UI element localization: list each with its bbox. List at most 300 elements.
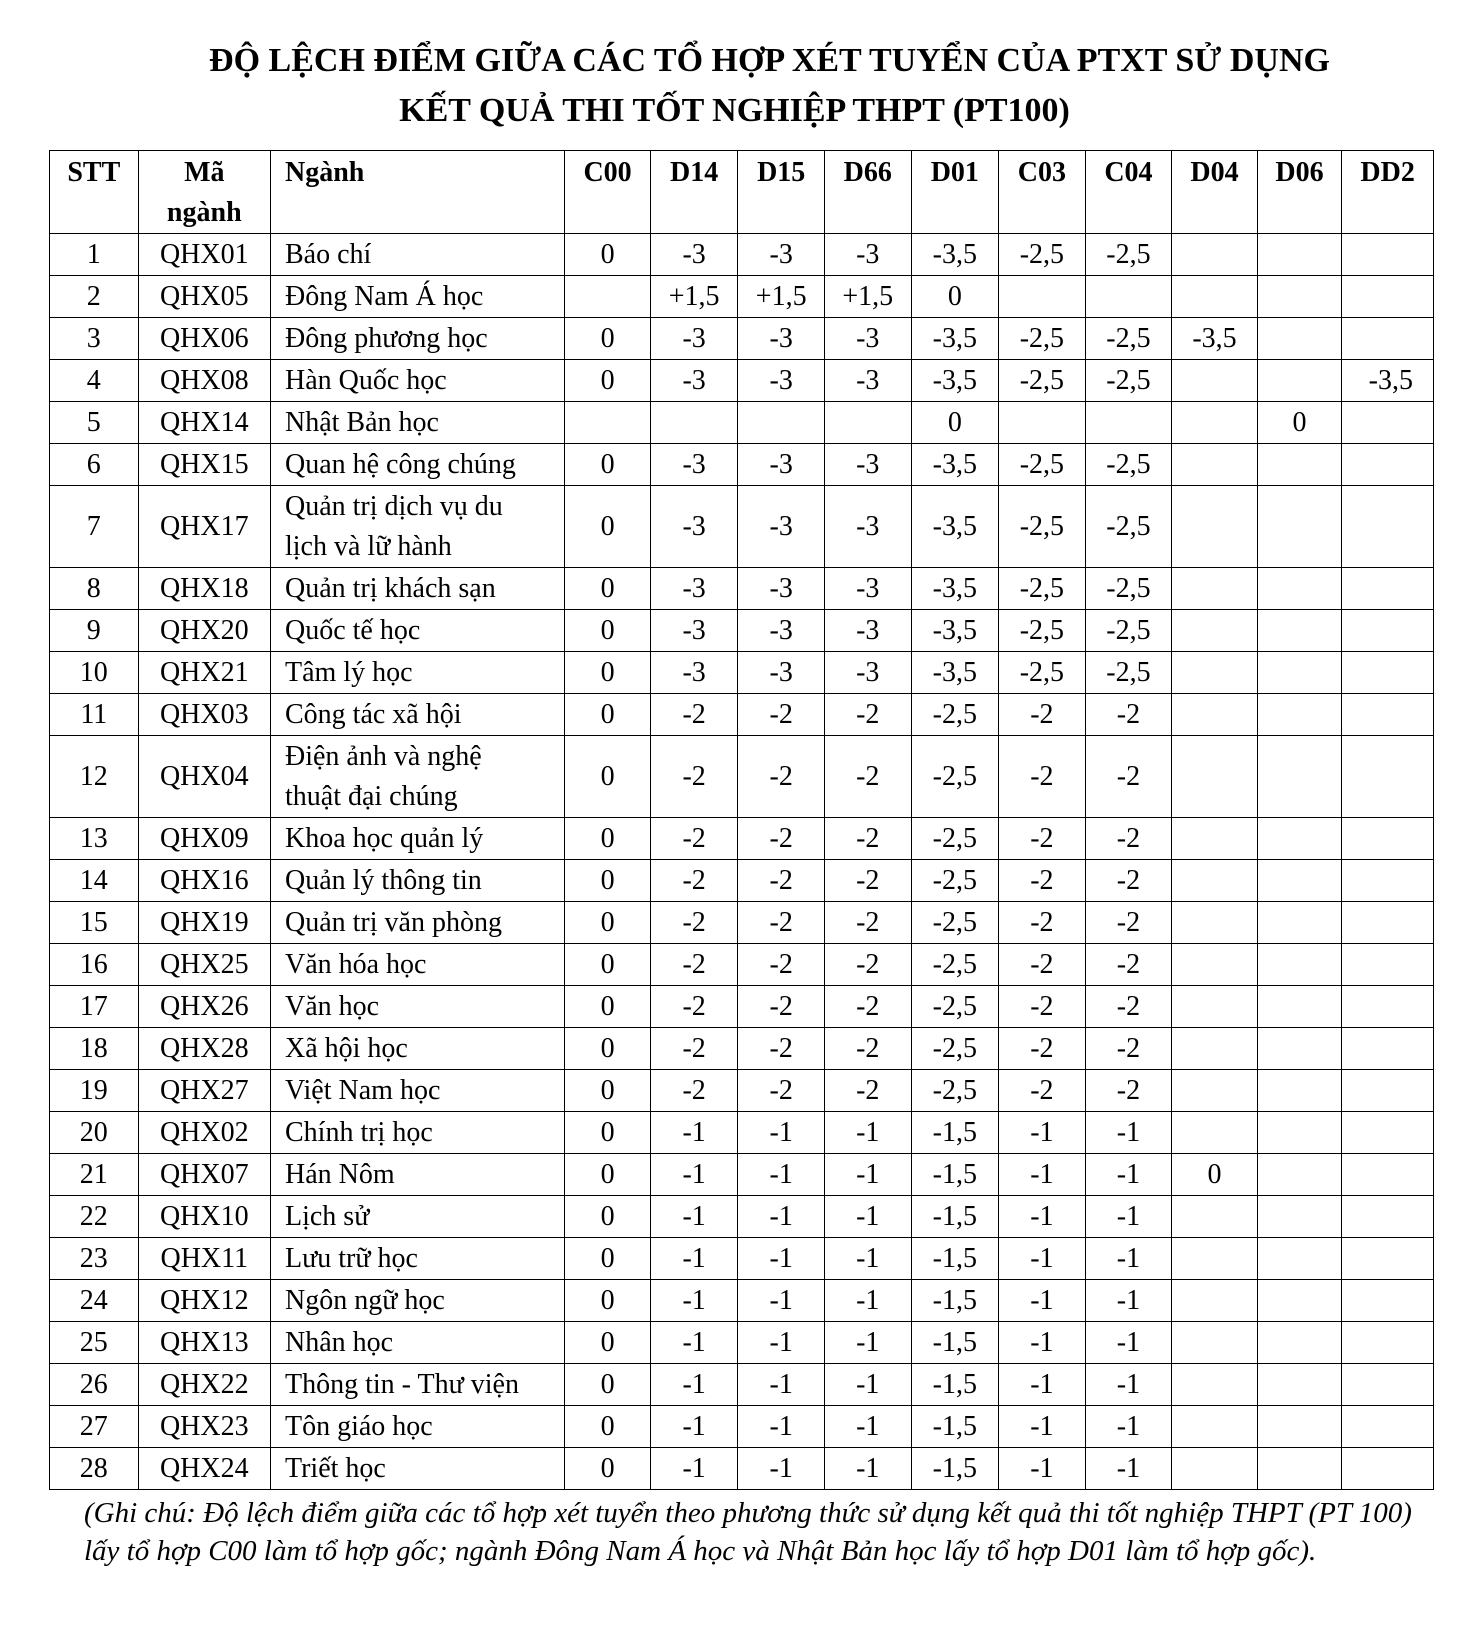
cell-c04: -2,5 — [1085, 360, 1172, 402]
cell-c00: 0 — [565, 1112, 651, 1154]
cell-dd2 — [1342, 652, 1434, 694]
cell-c00: 0 — [565, 736, 651, 818]
cell-c03: -2,5 — [999, 360, 1086, 402]
cell-d66: -3 — [824, 444, 911, 486]
cell-d14: -2 — [650, 986, 738, 1028]
cell-d04: -3,5 — [1172, 318, 1258, 360]
cell-c03: -2,5 — [999, 234, 1086, 276]
cell-dd2 — [1342, 1196, 1434, 1238]
cell-d66: -2 — [824, 902, 911, 944]
header-ma-nganh-line-2: ngành — [166, 197, 242, 228]
row-stt: 5 — [50, 402, 139, 444]
cell-d01: 0 — [911, 276, 999, 318]
row-stt: 14 — [50, 860, 139, 902]
cell-d66: -3 — [824, 360, 911, 402]
header-combo-d04: D04 — [1172, 151, 1258, 234]
row-stt: 27 — [50, 1406, 139, 1448]
cell-d15: -3 — [738, 486, 825, 568]
cell-d01: -3,5 — [911, 444, 999, 486]
row-code: QHX06 — [138, 318, 270, 360]
cell-d06 — [1257, 568, 1342, 610]
cell-d66: -2 — [824, 986, 911, 1028]
cell-d66: -1 — [824, 1112, 911, 1154]
cell-d04: 0 — [1172, 1154, 1258, 1196]
row-stt: 12 — [50, 736, 139, 818]
cell-c04: -1 — [1085, 1280, 1172, 1322]
cell-d06 — [1257, 234, 1342, 276]
cell-c04: -1 — [1085, 1154, 1172, 1196]
cell-c00: 0 — [565, 1028, 651, 1070]
cell-d01: -2,5 — [911, 902, 999, 944]
table-row — [50, 1406, 1434, 1448]
cell-d01: -1,5 — [911, 1448, 999, 1490]
cell-c00: 0 — [565, 1448, 651, 1490]
cell-c04: -2 — [1085, 860, 1172, 902]
cell-dd2 — [1342, 736, 1434, 818]
cell-d01: -2,5 — [911, 944, 999, 986]
cell-dd2 — [1342, 568, 1434, 610]
header-combo-d01: D01 — [911, 151, 999, 234]
cell-c00: 0 — [565, 860, 651, 902]
row-code: QHX26 — [138, 986, 270, 1028]
cell-d14: -3 — [650, 318, 738, 360]
cell-d01: -3,5 — [911, 486, 999, 568]
row-name: Lịch sử — [270, 1196, 564, 1238]
header-combo-d06: D06 — [1257, 151, 1342, 234]
cell-c04: -1 — [1085, 1196, 1172, 1238]
cell-c04: -2,5 — [1085, 610, 1172, 652]
header-row — [50, 151, 1434, 234]
row-code: QHX11 — [138, 1238, 270, 1280]
cell-d14: -1 — [650, 1154, 738, 1196]
table-row — [50, 694, 1434, 736]
cell-d04 — [1172, 1364, 1258, 1406]
cell-d04 — [1172, 486, 1258, 568]
cell-c03: -2 — [999, 1028, 1086, 1070]
row-code: QHX24 — [138, 1448, 270, 1490]
cell-dd2 — [1342, 610, 1434, 652]
cell-c03: -1 — [999, 1196, 1086, 1238]
row-code: QHX16 — [138, 860, 270, 902]
header-combo-d15: D15 — [738, 151, 825, 234]
row-name: Công tác xã hội — [270, 694, 564, 736]
footnote: (Ghi chú: Độ lệch điểm giữa các tổ hợp xét tuyển theo phương thức sử dụng kết quả thi tốt nghiệp THPT (PT 100) lấy tổ hợp C00 làm tổ hợp gốc; ngành Đông Nam Á học và Nhật Bản học lấy tổ hợp D01 làm tổ hợp gốc). — [84, 1497, 1412, 1567]
cell-c04 — [1085, 402, 1172, 444]
cell-c03: -1 — [999, 1448, 1086, 1490]
cell-d01: -3,5 — [911, 234, 999, 276]
row-stt: 6 — [50, 444, 139, 486]
row-name: Việt Nam học — [270, 1070, 564, 1112]
cell-d15: -1 — [738, 1238, 825, 1280]
row-name: Tâm lý học — [270, 652, 564, 694]
cell-c04: -2,5 — [1085, 444, 1172, 486]
row-name: Tôn giáo học — [270, 1406, 564, 1448]
cell-dd2 — [1342, 486, 1434, 568]
cell-d15: -2 — [738, 944, 825, 986]
cell-d15: -2 — [738, 736, 825, 818]
cell-d04 — [1172, 610, 1258, 652]
cell-dd2 — [1342, 1280, 1434, 1322]
cell-c03: -2,5 — [999, 610, 1086, 652]
cell-d14: -2 — [650, 818, 738, 860]
cell-d66: +1,5 — [824, 276, 911, 318]
cell-c03 — [999, 276, 1086, 318]
table-row — [50, 1196, 1434, 1238]
row-name: Hàn Quốc học — [270, 360, 564, 402]
cell-d15: -1 — [738, 1364, 825, 1406]
cell-d04 — [1172, 276, 1258, 318]
row-code: QHX04 — [138, 736, 270, 818]
page-title-line-2: KẾT QUẢ THI TỐT NGHIỆP THPT (PT100) — [399, 92, 1070, 129]
cell-d66: -3 — [824, 610, 911, 652]
score-offset-table — [49, 150, 1434, 1490]
cell-d15: -1 — [738, 1322, 825, 1364]
row-stt: 3 — [50, 318, 139, 360]
cell-d15: -3 — [738, 318, 825, 360]
table-row — [50, 1070, 1434, 1112]
cell-d06 — [1257, 694, 1342, 736]
cell-c04: -1 — [1085, 1448, 1172, 1490]
cell-d04 — [1172, 444, 1258, 486]
cell-d04 — [1172, 736, 1258, 818]
cell-d14: -2 — [650, 736, 738, 818]
cell-d06 — [1257, 818, 1342, 860]
cell-c00: 0 — [565, 1238, 651, 1280]
cell-d01: -1,5 — [911, 1196, 999, 1238]
cell-c04: -2 — [1085, 1028, 1172, 1070]
cell-dd2 — [1342, 318, 1434, 360]
row-name: Văn học — [270, 986, 564, 1028]
row-stt: 17 — [50, 986, 139, 1028]
cell-c04: -2 — [1085, 944, 1172, 986]
cell-c00: 0 — [565, 1364, 651, 1406]
cell-d04 — [1172, 234, 1258, 276]
table-row — [50, 736, 1434, 818]
cell-c04: -2 — [1085, 736, 1172, 818]
table-row — [50, 1364, 1434, 1406]
cell-c03: -1 — [999, 1280, 1086, 1322]
row-stt: 20 — [50, 1112, 139, 1154]
cell-dd2 — [1342, 234, 1434, 276]
cell-dd2 — [1342, 1028, 1434, 1070]
cell-d66: -2 — [824, 818, 911, 860]
row-name: Văn hóa học — [270, 944, 564, 986]
cell-c04: -1 — [1085, 1364, 1172, 1406]
cell-c03: -2,5 — [999, 318, 1086, 360]
cell-d04 — [1172, 1406, 1258, 1448]
cell-d15: -1 — [738, 1406, 825, 1448]
cell-d06 — [1257, 318, 1342, 360]
cell-d06 — [1257, 1322, 1342, 1364]
cell-d01: -3,5 — [911, 652, 999, 694]
cell-d01: -2,5 — [911, 860, 999, 902]
cell-d01: -1,5 — [911, 1154, 999, 1196]
cell-d15: -2 — [738, 902, 825, 944]
cell-c03: -2 — [999, 944, 1086, 986]
cell-d14: -1 — [650, 1448, 738, 1490]
row-code: QHX23 — [138, 1406, 270, 1448]
cell-dd2: -3,5 — [1342, 360, 1434, 402]
table-row — [50, 486, 1434, 568]
cell-d15: -3 — [738, 234, 825, 276]
cell-d06 — [1257, 902, 1342, 944]
cell-d01: -3,5 — [911, 610, 999, 652]
table-row — [50, 360, 1434, 402]
cell-d15: -1 — [738, 1112, 825, 1154]
table-row — [50, 818, 1434, 860]
cell-d66: -2 — [824, 1070, 911, 1112]
row-stt: 8 — [50, 568, 139, 610]
cell-d14: -3 — [650, 652, 738, 694]
cell-d15: -1 — [738, 1280, 825, 1322]
cell-d66: -1 — [824, 1280, 911, 1322]
cell-d14: -1 — [650, 1112, 738, 1154]
cell-d14: -2 — [650, 694, 738, 736]
row-name: Nhật Bản học — [270, 402, 564, 444]
row-name: Quản lý thông tin — [270, 860, 564, 902]
cell-d01: -1,5 — [911, 1238, 999, 1280]
row-code: QHX10 — [138, 1196, 270, 1238]
row-code: QHX22 — [138, 1364, 270, 1406]
header-combo-c00: C00 — [565, 151, 651, 234]
row-code: QHX20 — [138, 610, 270, 652]
cell-d14: -2 — [650, 902, 738, 944]
cell-c03: -2 — [999, 694, 1086, 736]
row-stt: 25 — [50, 1322, 139, 1364]
cell-d15: -2 — [738, 860, 825, 902]
row-stt: 21 — [50, 1154, 139, 1196]
row-code: QHX08 — [138, 360, 270, 402]
cell-c00: 0 — [565, 1154, 651, 1196]
row-code: QHX01 — [138, 234, 270, 276]
cell-d66: -3 — [824, 652, 911, 694]
cell-c03: -1 — [999, 1322, 1086, 1364]
cell-c03: -2 — [999, 736, 1086, 818]
table-row — [50, 652, 1434, 694]
row-code: QHX13 — [138, 1322, 270, 1364]
row-code: QHX02 — [138, 1112, 270, 1154]
row-code: QHX25 — [138, 944, 270, 986]
row-code: QHX14 — [138, 402, 270, 444]
table-row — [50, 860, 1434, 902]
cell-d04 — [1172, 818, 1258, 860]
cell-c03: -2 — [999, 986, 1086, 1028]
cell-d04 — [1172, 860, 1258, 902]
cell-d66: -2 — [824, 736, 911, 818]
cell-d06 — [1257, 1196, 1342, 1238]
cell-d01: -2,5 — [911, 986, 999, 1028]
row-stt: 18 — [50, 1028, 139, 1070]
cell-d01: -2,5 — [911, 1028, 999, 1070]
cell-dd2 — [1342, 1322, 1434, 1364]
cell-d14: -1 — [650, 1364, 738, 1406]
cell-d15: -3 — [738, 568, 825, 610]
cell-d15: +1,5 — [738, 276, 825, 318]
table-row — [50, 318, 1434, 360]
cell-dd2 — [1342, 402, 1434, 444]
cell-d66: -1 — [824, 1364, 911, 1406]
row-name: Quản trị văn phòng — [270, 902, 564, 944]
cell-dd2 — [1342, 818, 1434, 860]
cell-d01: -1,5 — [911, 1364, 999, 1406]
cell-d06 — [1257, 986, 1342, 1028]
row-code: QHX28 — [138, 1028, 270, 1070]
row-stt: 7 — [50, 486, 139, 568]
cell-d66: -3 — [824, 568, 911, 610]
cell-d15: -3 — [738, 444, 825, 486]
cell-c00: 0 — [565, 986, 651, 1028]
cell-dd2 — [1342, 1364, 1434, 1406]
cell-dd2 — [1342, 860, 1434, 902]
cell-d14: -1 — [650, 1196, 738, 1238]
cell-d14: -3 — [650, 444, 738, 486]
row-stt: 13 — [50, 818, 139, 860]
row-code: QHX12 — [138, 1280, 270, 1322]
cell-d14: -2 — [650, 1070, 738, 1112]
cell-d01: -2,5 — [911, 818, 999, 860]
row-stt: 15 — [50, 902, 139, 944]
row-name-line-1: Điện ảnh và nghệ — [284, 740, 482, 772]
cell-c03: -1 — [999, 1406, 1086, 1448]
row-stt: 10 — [50, 652, 139, 694]
cell-c00: 0 — [565, 652, 651, 694]
table-row — [50, 902, 1434, 944]
cell-d04 — [1172, 1448, 1258, 1490]
row-stt: 1 — [50, 234, 139, 276]
cell-dd2 — [1342, 1070, 1434, 1112]
row-name: Quan hệ công chúng — [270, 444, 564, 486]
cell-c04: -2 — [1085, 694, 1172, 736]
cell-d06 — [1257, 1238, 1342, 1280]
row-name — [270, 486, 564, 568]
cell-d66: -3 — [824, 318, 911, 360]
cell-d04 — [1172, 1028, 1258, 1070]
row-name: Lưu trữ học — [270, 1238, 564, 1280]
cell-d04 — [1172, 1238, 1258, 1280]
table-row — [50, 568, 1434, 610]
row-name: Báo chí — [270, 234, 564, 276]
cell-d14: -1 — [650, 1406, 738, 1448]
cell-d15: -1 — [738, 1448, 825, 1490]
cell-d06 — [1257, 860, 1342, 902]
cell-c00: 0 — [565, 902, 651, 944]
cell-d15 — [738, 402, 825, 444]
cell-d14: -1 — [650, 1280, 738, 1322]
cell-c00 — [565, 402, 651, 444]
cell-d06 — [1257, 1406, 1342, 1448]
cell-c00: 0 — [565, 360, 651, 402]
cell-d04 — [1172, 1196, 1258, 1238]
row-code: QHX17 — [138, 486, 270, 568]
cell-d14: -1 — [650, 1238, 738, 1280]
cell-c00: 0 — [565, 486, 651, 568]
table-row — [50, 402, 1434, 444]
row-code: QHX27 — [138, 1070, 270, 1112]
table-row — [50, 234, 1434, 276]
table-row — [50, 610, 1434, 652]
cell-c04: -2,5 — [1085, 568, 1172, 610]
cell-d06 — [1257, 1364, 1342, 1406]
row-code: QHX21 — [138, 652, 270, 694]
row-stt: 22 — [50, 1196, 139, 1238]
cell-d06 — [1257, 736, 1342, 818]
cell-d15: -1 — [738, 1196, 825, 1238]
row-stt: 28 — [50, 1448, 139, 1490]
cell-c03: -2,5 — [999, 568, 1086, 610]
cell-dd2 — [1342, 1238, 1434, 1280]
row-code: QHX09 — [138, 818, 270, 860]
cell-d14: -3 — [650, 360, 738, 402]
cell-d01: -3,5 — [911, 318, 999, 360]
row-code: QHX05 — [138, 276, 270, 318]
cell-c00: 0 — [565, 694, 651, 736]
cell-d66: -1 — [824, 1322, 911, 1364]
table-row — [50, 1448, 1434, 1490]
header-ma-nganh — [138, 151, 270, 234]
cell-d14: -1 — [650, 1322, 738, 1364]
cell-c00: 0 — [565, 610, 651, 652]
cell-d14: -2 — [650, 944, 738, 986]
cell-d04 — [1172, 902, 1258, 944]
cell-d06 — [1257, 1154, 1342, 1196]
cell-c00: 0 — [565, 944, 651, 986]
cell-c00: 0 — [565, 234, 651, 276]
cell-d66: -2 — [824, 944, 911, 986]
cell-d04 — [1172, 652, 1258, 694]
table-row — [50, 1322, 1434, 1364]
cell-c03: -2 — [999, 902, 1086, 944]
cell-d14: -3 — [650, 234, 738, 276]
row-name: Đông Nam Á học — [270, 276, 564, 318]
table-row — [50, 1280, 1434, 1322]
cell-d66: -1 — [824, 1406, 911, 1448]
cell-c00: 0 — [565, 1196, 651, 1238]
cell-c04: -2,5 — [1085, 234, 1172, 276]
cell-dd2 — [1342, 944, 1434, 986]
row-name: Chính trị học — [270, 1112, 564, 1154]
cell-d01: 0 — [911, 402, 999, 444]
cell-d04 — [1172, 568, 1258, 610]
cell-dd2 — [1342, 1112, 1434, 1154]
cell-c04: -1 — [1085, 1406, 1172, 1448]
cell-c04 — [1085, 276, 1172, 318]
row-stt: 23 — [50, 1238, 139, 1280]
row-name: Ngôn ngữ học — [270, 1280, 564, 1322]
cell-c00: 0 — [565, 1322, 651, 1364]
row-stt: 9 — [50, 610, 139, 652]
row-name: Nhân học — [270, 1322, 564, 1364]
cell-d01: -1,5 — [911, 1406, 999, 1448]
header-combo-dd2: DD2 — [1342, 151, 1434, 234]
cell-d04 — [1172, 944, 1258, 986]
cell-c04: -1 — [1085, 1238, 1172, 1280]
header-combo-d66: D66 — [824, 151, 911, 234]
row-stt: 4 — [50, 360, 139, 402]
cell-c00: 0 — [565, 444, 651, 486]
cell-c04: -2 — [1085, 986, 1172, 1028]
cell-d15: -1 — [738, 1154, 825, 1196]
row-code: QHX15 — [138, 444, 270, 486]
cell-d66: -1 — [824, 1448, 911, 1490]
cell-d06: 0 — [1257, 402, 1342, 444]
cell-dd2 — [1342, 1154, 1434, 1196]
cell-c04: -2 — [1085, 1070, 1172, 1112]
cell-d15: -3 — [738, 360, 825, 402]
cell-d14 — [650, 402, 738, 444]
table-row — [50, 276, 1434, 318]
row-stt: 16 — [50, 944, 139, 986]
cell-d04 — [1172, 1070, 1258, 1112]
